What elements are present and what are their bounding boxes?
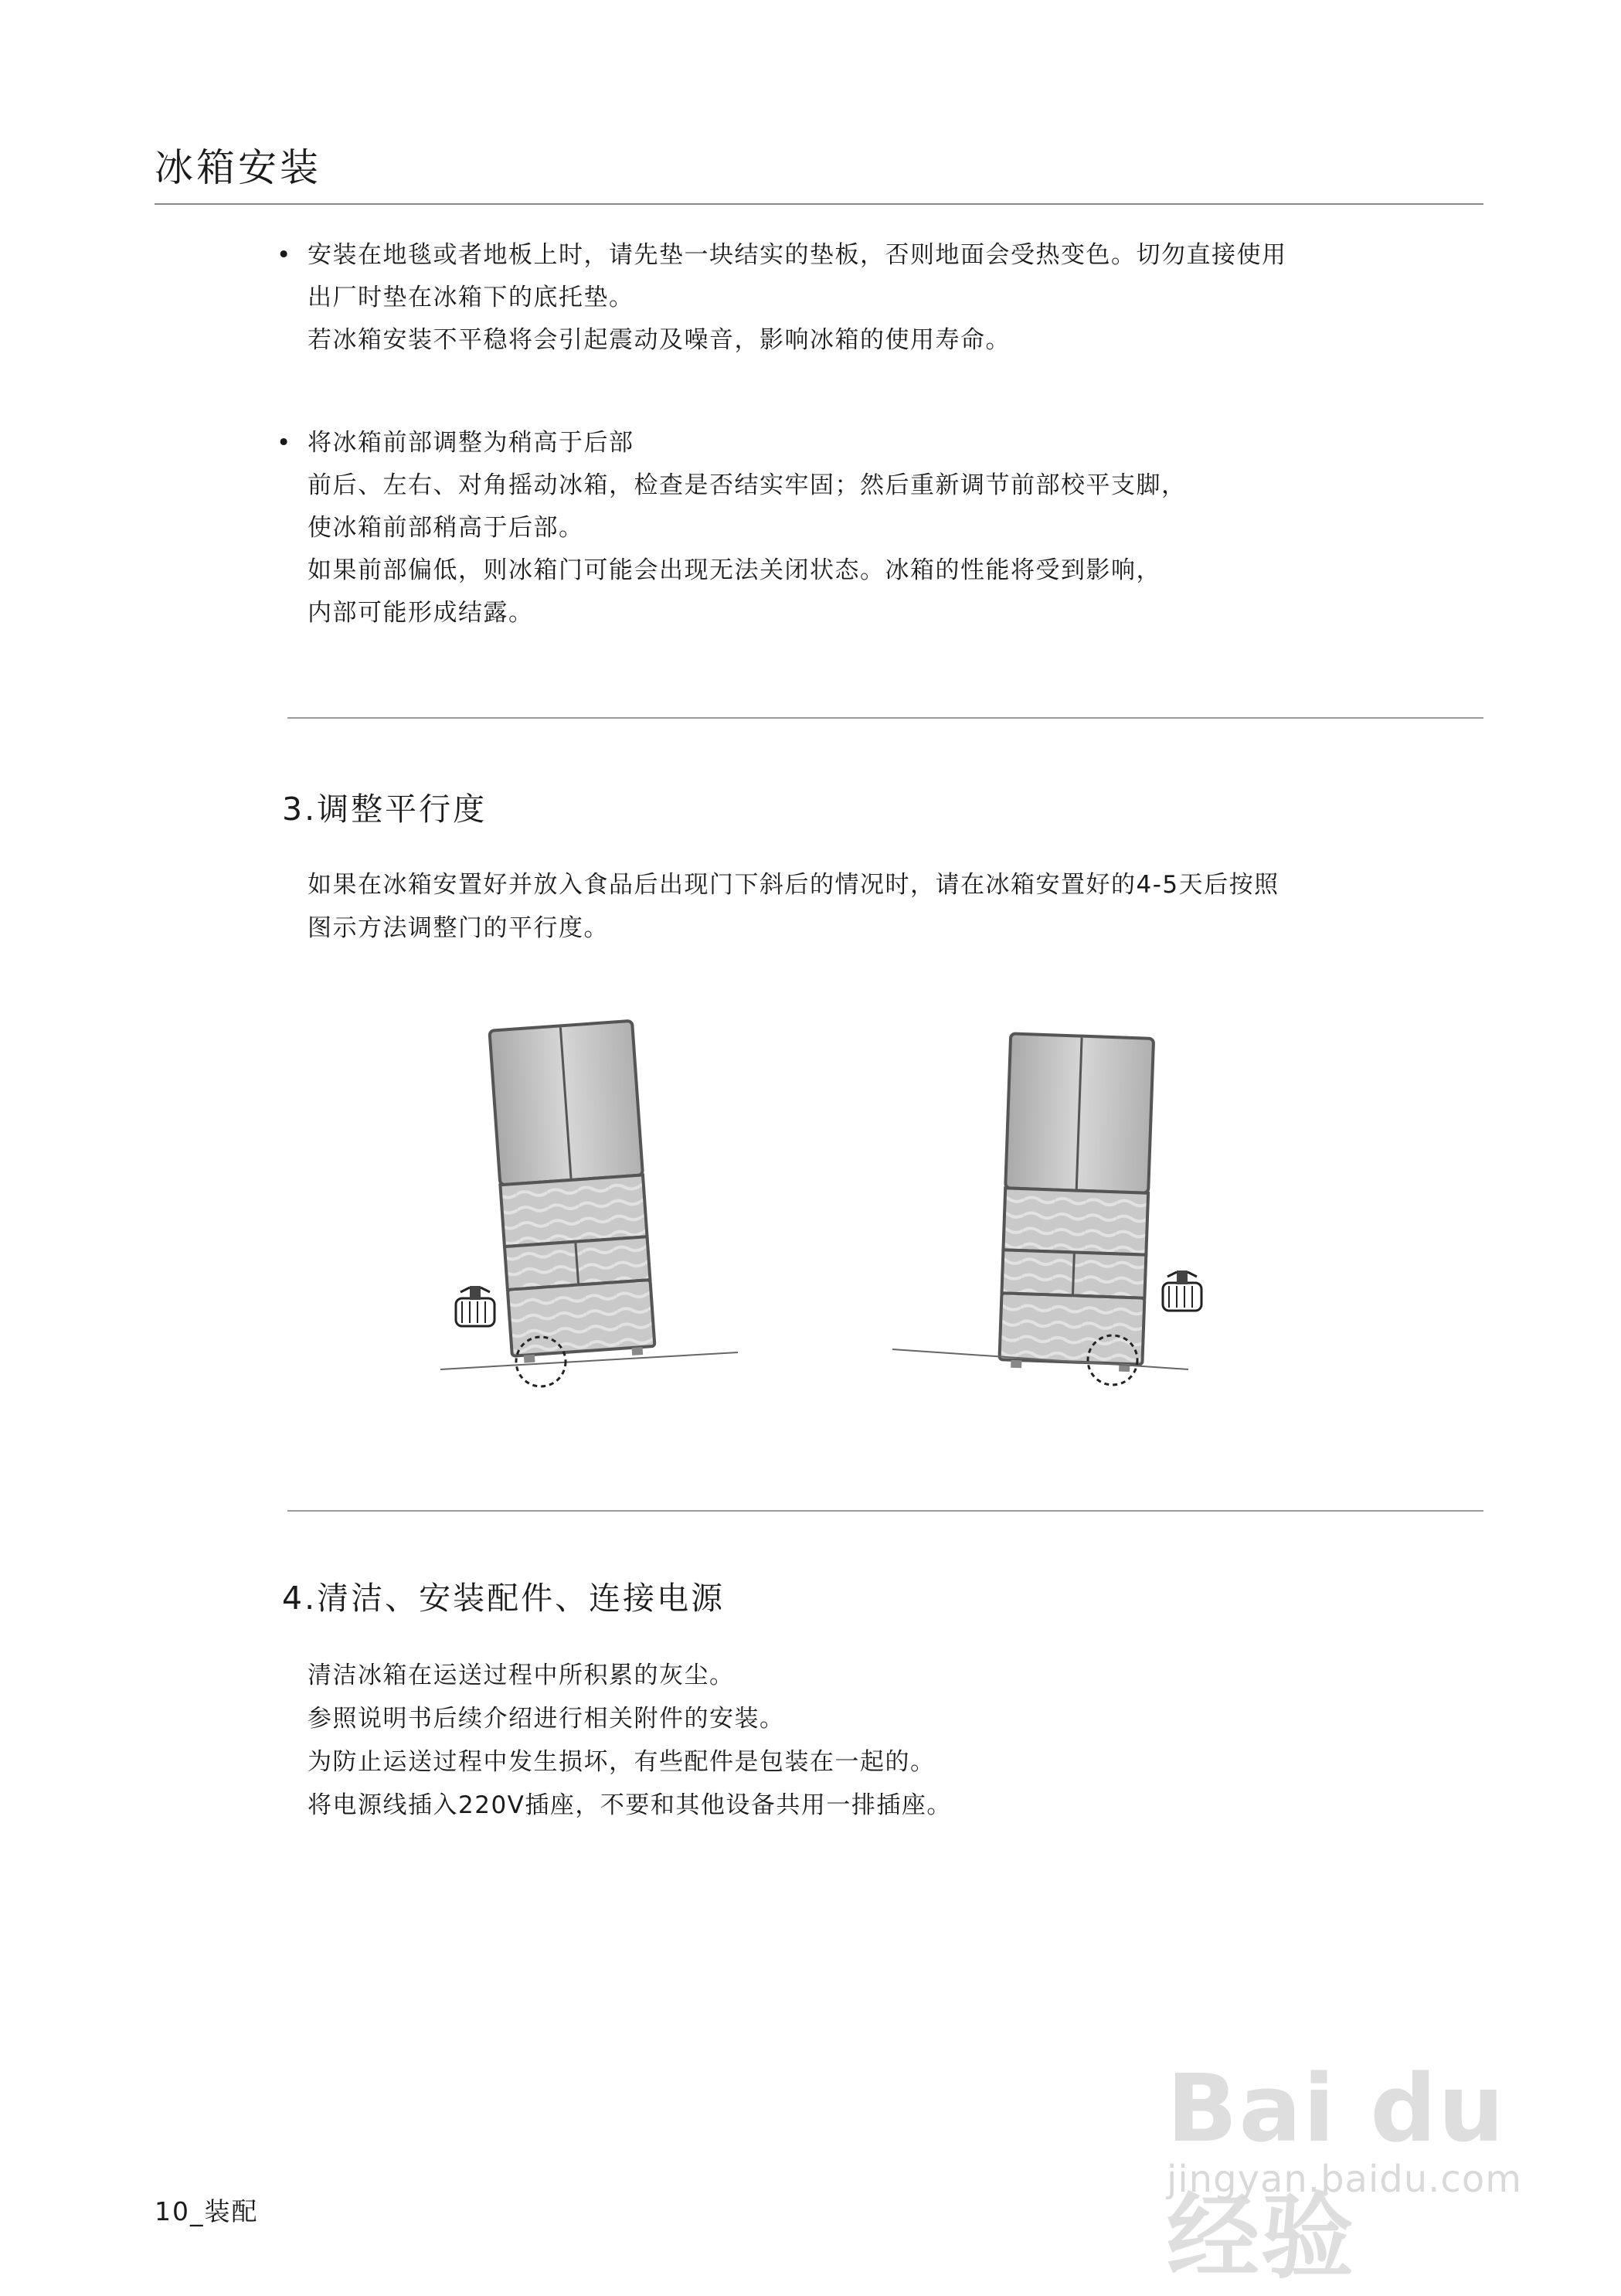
drawer-split bbox=[1072, 1253, 1074, 1294]
fridge-leveling-figure bbox=[433, 1005, 1236, 1437]
paragraph-line: 将电源线插入220V插座，不要和其他设备共用一排插座。 bbox=[308, 1791, 952, 1819]
paragraph-line: 清洁冰箱在运送过程中所积累的灰尘。 bbox=[308, 1662, 735, 1689]
bullet-line: 内部可能形成结露。 bbox=[308, 599, 534, 627]
bullet-line: 将冰箱前部调整为稍高于后部 bbox=[308, 429, 634, 457]
fridge-drawer-1 bbox=[1003, 1188, 1148, 1254]
baidu-watermark-url: jingyan.baidu.com bbox=[1167, 2158, 1522, 2201]
baidu-watermark-logo: Bai du 经验 bbox=[1167, 2056, 1506, 2291]
bullet-line: 使冰箱前部稍高于后部。 bbox=[308, 514, 584, 542]
bullet-symbol: • bbox=[277, 429, 292, 457]
bullet-line: 前后、左右、对角摇动冰箱，检查是否结实牢固；然后重新调节前部校平支脚， bbox=[308, 471, 1187, 499]
fridge-drawer-3 bbox=[999, 1293, 1144, 1364]
section-divider bbox=[287, 717, 1483, 719]
bullet-line: 若冰箱安装不平稳将会引起震动及噪音，影响冰箱的使用寿命。 bbox=[308, 326, 1011, 354]
fridge-rear-low bbox=[999, 1033, 1154, 1372]
paragraph-line: 参照说明书后续介绍进行相关附件的安装。 bbox=[308, 1705, 785, 1733]
section3-heading: 3.调整平行度 bbox=[282, 791, 488, 828]
fridge-front-low bbox=[489, 1021, 655, 1364]
page-footer: 10_装配 bbox=[155, 2196, 259, 2226]
fridge-drawer-1 bbox=[500, 1175, 647, 1247]
fridge-foot bbox=[632, 1347, 644, 1355]
leveling-foot-icon bbox=[456, 1286, 494, 1326]
bullet-carpet-install bbox=[277, 234, 1287, 362]
floor-line-left bbox=[440, 1352, 738, 1369]
fridge-foot bbox=[1011, 1360, 1021, 1368]
title-divider bbox=[155, 203, 1483, 205]
section-divider bbox=[287, 1510, 1483, 1512]
bullet-front-higher bbox=[277, 422, 1187, 634]
paragraph-line: 图示方法调整门的平行度。 bbox=[308, 914, 609, 942]
bullet-line: 出厂时垫在冰箱下的底托垫。 bbox=[308, 284, 634, 311]
section4-heading: 4.清洁、安装配件、连接电源 bbox=[282, 1580, 726, 1617]
paragraph-line: 为防止运送过程中发生损坏，有些配件是包装在一起的。 bbox=[308, 1748, 936, 1776]
section4-text bbox=[308, 1654, 952, 1827]
leveling-foot-icon bbox=[1163, 1270, 1201, 1311]
bullet-line: 如果前部偏低，则冰箱门可能会出现无法关闭状态。冰箱的性能将受到影响， bbox=[308, 556, 1161, 584]
bullet-line: 安装在地毯或者地板上时，请先垫一块结实的垫板，否则地面会受热变色。切勿直接使用 bbox=[308, 241, 1287, 269]
fridge-foot bbox=[524, 1355, 535, 1363]
paragraph-line: 如果在冰箱安置好并放入食品后出现门下斜后的情况时，请在冰箱安置好的4-5天后按照 bbox=[308, 871, 1279, 899]
section3-text bbox=[308, 863, 1279, 950]
bullet-symbol: • bbox=[277, 241, 292, 269]
fridge-drawer-3 bbox=[508, 1280, 655, 1356]
page-title: 冰箱安装 bbox=[155, 145, 321, 190]
